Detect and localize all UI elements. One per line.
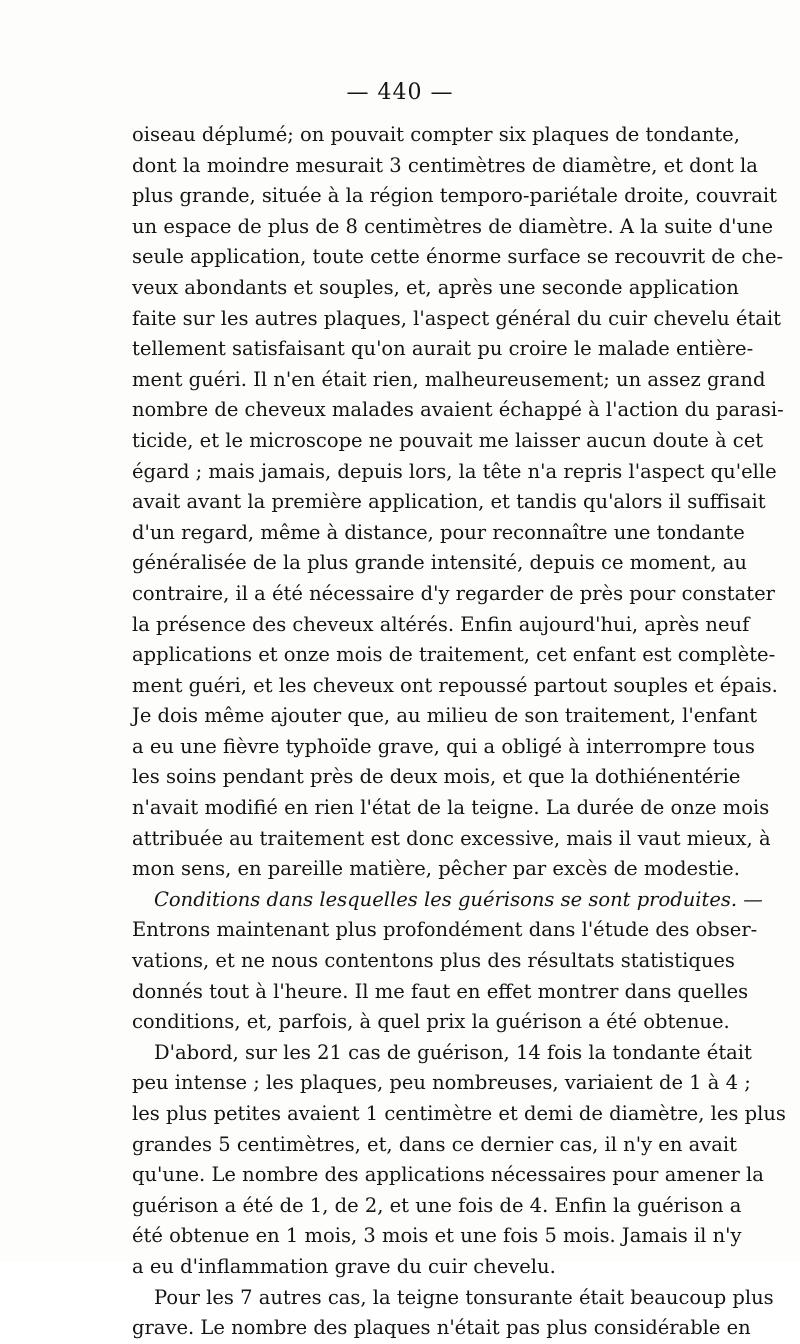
text-line: Entrons maintenant plus profondément dans l'étude des obser- <box>132 918 758 942</box>
text-line: ment guéri. Il n'en était rien, malheureusement; un assez grand <box>132 367 766 391</box>
text-line: grandes 5 centimètres, et, dans ce dernier cas, il n'y en avait <box>132 1132 737 1156</box>
text-line: dont la moindre mesurait 3 centimètres de diamètre, et dont la <box>132 153 758 177</box>
text-line: veux abondants et souples, et, après une seconde application <box>132 275 739 299</box>
text-line: Pour les 7 autres cas, la teigne tonsurante était beaucoup plus <box>154 1285 774 1309</box>
text-line: les plus petites avaient 1 centimètre et demi de diamètre, les plus <box>132 1102 786 1125</box>
body-text <box>132 120 786 1344</box>
text-line: vations, et ne nous contentons plus des résultats statistiques <box>132 949 735 973</box>
text-line: généralisée de la plus grande intensité, depuis ce moment, au <box>132 551 747 575</box>
text-line: les soins pendant près de deux mois, et que la dothiénentérie <box>132 765 741 789</box>
text-line: un espace de plus de 8 centimètres de diamètre. A la suite d'une <box>132 214 774 238</box>
text-line: applications et onze mois de traitement, cet enfant est complète- <box>132 643 776 667</box>
text-line: n'avait modifié en rien l'état de la teigne. La durée de onze mois <box>132 796 770 820</box>
text-line: égard ; mais jamais, depuis lors, la tête n'a repris l'aspect qu'elle <box>132 459 777 483</box>
section-heading: Conditions dans lesquelles les guérisons se sont produites. — <box>154 887 763 911</box>
text-line: donnés tout à l'heure. Il me faut en effet montrer dans quelles <box>132 979 749 1003</box>
text-line: D'abord, sur les 21 cas de guérison, 14 fois la tondante était <box>154 1040 752 1064</box>
text-line: faite sur les autres plaques, l'aspect général du cuir chevelu était <box>132 306 781 330</box>
text-line: été obtenue en 1 mois, 3 mois et une fois 5 mois. Jamais il n'y <box>132 1224 742 1248</box>
text-line: la présence des cheveux altérés. Enfin aujourd'hui, après neuf <box>132 612 750 636</box>
text-line: Je dois même ajouter que, au milieu de son traitement, l'enfant <box>132 704 758 728</box>
text-line: guérison a été de 1, de 2, et une fois de 4. Enfin la guérison a <box>132 1193 742 1217</box>
text-line: nombre de cheveux malades avaient échappé à l'action du parasi- <box>132 398 784 422</box>
text-line: grave. Le nombre des plaques n'était pas plus considérable en <box>132 1316 751 1340</box>
text-line: ment guéri, et les cheveux ont repoussé partout souples et épais. <box>132 673 778 697</box>
text-line: tellement satisfaisant qu'on aurait pu croire le malade entière- <box>132 337 754 361</box>
text-line: mon sens, en pareille matière, pêcher par excès de modestie. <box>132 857 740 881</box>
text-line: qu'une. Le nombre des applications nécessaires pour amener la <box>132 1163 764 1187</box>
text-line: seule application, toute cette énorme surface se recouvrit de che- <box>132 245 784 269</box>
text-line: peu intense ; les plaques, peu nombreuses, variaient de 1 à 4 ; <box>132 1071 751 1095</box>
text-line: conditions, et, parfois, à quel prix la guérison a été obtenue. <box>132 1010 730 1034</box>
text-line: ticide, et le microscope ne pouvait me laisser aucun doute à cet <box>132 428 764 452</box>
text-line: a eu une fièvre typhoïde grave, qui a obligé à interrompre tous <box>132 734 755 758</box>
text-line: a eu d'inflammation grave du cuir chevelu. <box>132 1254 556 1278</box>
text-line: attribuée au traitement est donc excessive, mais il vaut mieux, à <box>132 826 771 850</box>
text-line: plus grande, située à la région temporo-pariétale droite, couvrait <box>132 184 777 208</box>
text-line: oiseau déplumé; on pouvait compter six plaques de tondante, <box>132 123 740 146</box>
text-line: d'un regard, même à distance, pour reconnaître une tondante <box>132 520 745 544</box>
page-number: — 440 — <box>346 80 454 105</box>
text-line: avait avant la première application, et tandis qu'alors il suffisait <box>132 490 766 514</box>
text-line: contraire, il a été nécessaire d'y regarder de près pour constater <box>132 581 775 605</box>
